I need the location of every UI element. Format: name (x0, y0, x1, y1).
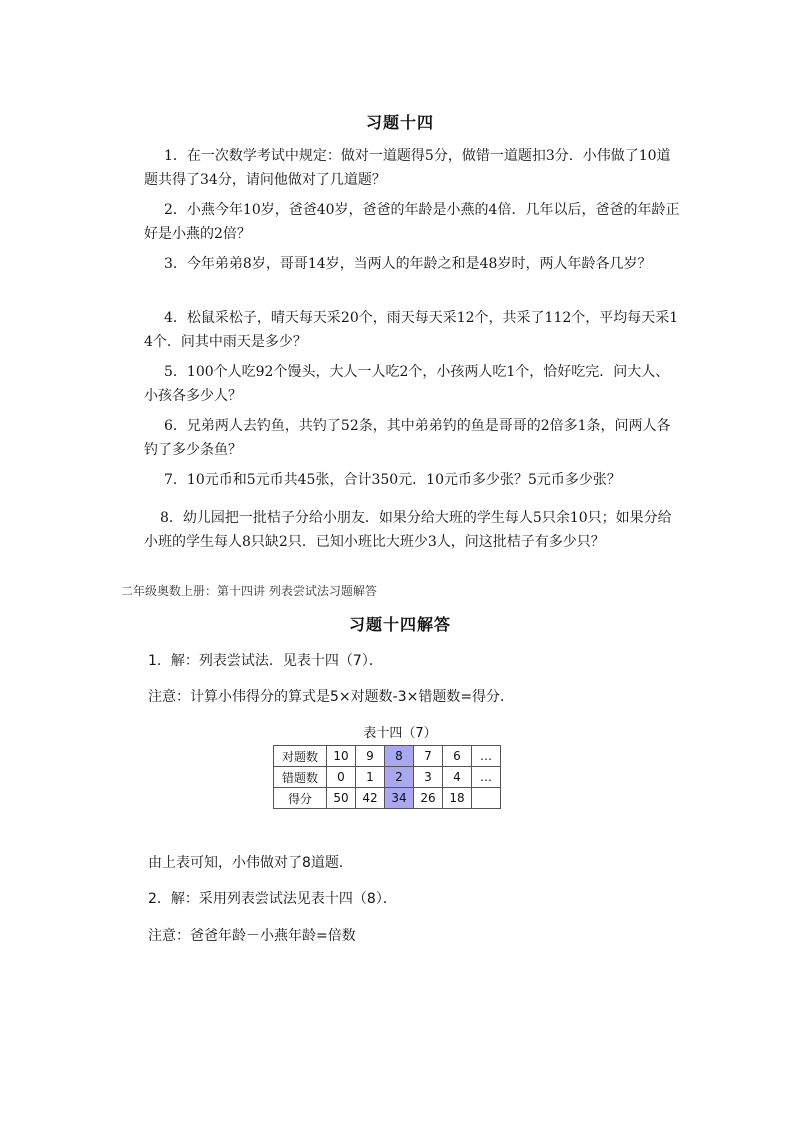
note-2: 注意：爸爸年龄－小燕年龄=倍数 (148, 928, 356, 944)
problem-8: 8．幼儿园把一批桔子分给小朋友．如果分给大班的学生每人5只余10只；如果分给小班的学生每人8只缺2只．已知小班比大班少3人，问这批桔子有多少只？ (144, 510, 672, 550)
row-label: 错题数 (274, 767, 327, 788)
table-cell: 42 (356, 788, 385, 809)
table-row (274, 788, 501, 809)
table-cell: 1 (356, 767, 385, 788)
problem-3: 3．今年弟弟8岁，哥哥14岁，当两人的年龄之和是48岁时，两人年龄各几岁？ (164, 256, 652, 272)
answers-title: 习题十四解答 (348, 615, 451, 634)
table-cell: 50 (327, 788, 356, 809)
trial-table (273, 745, 501, 809)
table-cell: 10 (327, 746, 356, 767)
table-cell: 7 (414, 746, 443, 767)
problem-5: 5．100个人吃92个馒头，大人一人吃2个，小孩两人吃1个，恰好吃完．问大人、小孩各多少人？ (144, 364, 670, 404)
problem-1: 1．在一次数学考试中规定：做对一道题得5分，做错一道题扣3分．小伟做了10道题共得了34分，请问他做对了几道题？ (144, 148, 671, 188)
table-cell: 0 (327, 767, 356, 788)
table-cell: … (472, 746, 501, 767)
table-cell: 6 (443, 746, 472, 767)
table-cell: 2 (385, 767, 414, 788)
problem-2: 2．小燕今年10岁，爸爸40岁，爸爸的年龄是小燕的4倍．几年以后，爸爸的年龄正好是小燕的2倍？ (144, 202, 680, 242)
table-caption: 表十四（7） (363, 726, 437, 741)
exercise-title: 习题十四 (365, 113, 434, 132)
section-caption: 二年级奥数上册：第十四讲 列表尝试法习题解答 (121, 584, 377, 598)
table-cell: 9 (356, 746, 385, 767)
problem-4: 4．松鼠采松子，晴天每天采20个，雨天每天采12个，共采了112个，平均每天采14个．问其中雨天是多少？ (144, 310, 679, 350)
table-row (274, 746, 501, 767)
table-cell: 3 (414, 767, 443, 788)
row-label: 对题数 (274, 746, 327, 767)
table-cell: 26 (414, 788, 443, 809)
table-cell (472, 788, 501, 809)
note-1: 注意：计算小伟得分的算式是5×对题数-3×错题数=得分． (148, 689, 515, 705)
table-cell: 8 (385, 746, 414, 767)
table-row (274, 767, 501, 788)
problem-7: 7．10元币和5元币共45张，合计350元．10元币多少张？5元币多少张？ (164, 472, 621, 488)
conclusion-1: 由上表可知，小伟做对了8道题． (148, 855, 353, 871)
answer-2: 2．解：采用列表尝试法见表十四（8）． (148, 891, 397, 907)
table-cell: 18 (443, 788, 472, 809)
table-cell: 4 (443, 767, 472, 788)
table-cell: 34 (385, 788, 414, 809)
table-cell: … (472, 767, 501, 788)
answer-1: 1．解：列表尝试法．见表十四（7）． (148, 653, 383, 669)
row-label: 得分 (274, 788, 327, 809)
problem-6: 6．兄弟两人去钓鱼，共钓了52条，其中弟弟钓的鱼是哥哥的2倍多1条，问两人各钓了多少条鱼？ (144, 418, 671, 458)
